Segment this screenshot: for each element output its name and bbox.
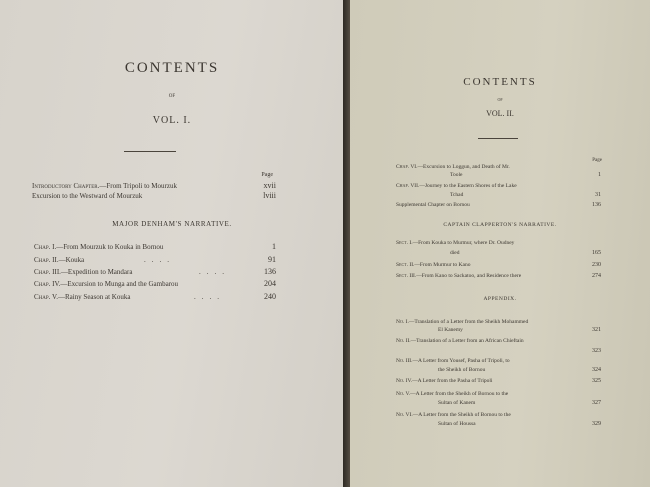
toc-entry-label: Chap. IV. [34, 280, 61, 288]
toc-entry [396, 358, 510, 364]
toc-entry-page: 136 [592, 202, 601, 208]
right-section-heading: CAPTAIN CLAPPERTON'S NARRATIVE. [443, 222, 557, 228]
toc-entry-label: Chap. I. [34, 243, 57, 251]
toc-entry [396, 338, 524, 344]
toc-entry-text: —A Letter from Yousef, Pasha of Tripoli, to [412, 358, 510, 364]
toc-entry-page: 136 [264, 267, 276, 276]
toc-entry-label: No. II. [396, 338, 411, 344]
toc-entry [396, 378, 492, 384]
toc-entry-text: —From Kano to Sackatoo, and Residence there [416, 273, 522, 279]
toc-entry-page: 1 [272, 242, 276, 251]
toc-entry-text: —From Murmur to Kano [414, 262, 471, 268]
toc-entry-text: —Translation of a Letter from the Sheikh Mohammed [408, 319, 529, 325]
toc-entry-text: Supplemental Chapter on Bornou [396, 202, 470, 208]
right-page-title: CONTENTS [463, 76, 537, 88]
left-volume-label: VOL. I. [152, 115, 192, 126]
toc-entry-page: 323 [592, 348, 601, 354]
left-section-heading: MAJOR DENHAM'S NARRATIVE. [112, 220, 232, 228]
toc-entry [396, 262, 470, 268]
toc-entry-text: —Excursion to Loggun, and Death of Mr. [417, 164, 510, 170]
toc-entry [396, 412, 511, 418]
right-divider [478, 138, 518, 139]
toc-entry-text: —Journey to the Eastern Shores of the Lake [419, 183, 517, 189]
left-page-title: CONTENTS [124, 60, 220, 76]
toc-entry-page: 204 [264, 279, 276, 288]
toc-entry [32, 182, 177, 190]
toc-entry [34, 280, 178, 288]
toc-entry: Chap. V.—Rainy Season at Kouka .... [34, 293, 225, 301]
toc-entry-label: No. III. [396, 358, 413, 364]
toc-entry-text: —Expedition to Mandara [60, 268, 133, 276]
toc-entry-page: 327 [592, 400, 601, 406]
toc-entry-continuation: died [450, 250, 460, 256]
toc-entry-page: 321 [592, 327, 601, 333]
toc-entry-text: —Translation of a Letter from an African Chieftain [410, 338, 524, 344]
toc-entry-continuation: Toole [450, 172, 463, 178]
toc-entry-page: 31 [595, 192, 601, 198]
toc-entry-text: —From Mourzuk to Kouka in Bornou [56, 243, 164, 251]
appendix-heading: APPENDIX. [483, 296, 517, 302]
toc-entry-page: 91 [268, 255, 276, 264]
toc-entry-label: Chap. VI. [396, 164, 418, 170]
toc-entry-continuation: the Sheikh of Bornou [438, 367, 486, 373]
toc-entry-label: Chap. III. [34, 268, 61, 276]
toc-entry-label: No. V. [396, 391, 411, 397]
toc-entry-label: No. IV. [396, 378, 413, 384]
toc-entry-page: 274 [592, 273, 601, 279]
toc-entry-page: 230 [592, 262, 601, 268]
right-of-label: OF [497, 97, 503, 102]
toc-entry: Chap. II.—Kouka .... [34, 256, 175, 264]
toc-entry-page: 325 [592, 378, 601, 384]
toc-entry-page: 240 [264, 292, 276, 301]
toc-entry-text: —Rainy Season at Kouka [57, 293, 131, 301]
toc-entry-text: —From Tripoli to Mourzuk [99, 182, 177, 190]
toc-entry-label: Chap. V. [34, 293, 58, 301]
toc-entry [396, 319, 528, 325]
left-divider [124, 151, 176, 152]
toc-entry-continuation: Sultan of Kanem [438, 400, 476, 406]
toc-entry-label: Sect. III. [396, 273, 417, 279]
toc-entry-label: Chap. II. [34, 256, 59, 264]
toc-entry-continuation: El Kanemy [438, 327, 463, 333]
toc-entry [396, 240, 514, 246]
toc-entry-page: 324 [592, 367, 601, 373]
right-page-column-label: Page [592, 158, 602, 163]
toc-entry-page: 165 [592, 250, 601, 256]
toc-entry-label: Chap. VII. [396, 183, 420, 189]
left-page-column-label: Page [261, 172, 273, 178]
toc-entry-text: Excursion to the Westward of Mourzuk [32, 192, 143, 200]
toc-entry [32, 192, 142, 200]
toc-entry-label: Sect. I. [396, 240, 413, 246]
toc-entry [396, 164, 510, 170]
toc-entry [396, 202, 470, 208]
toc-entry-label: No. I. [396, 319, 409, 325]
toc-entry-text: —Kouka [58, 256, 85, 264]
right-volume-label: VOL. II. [486, 109, 514, 118]
toc-entry [396, 183, 517, 189]
left-of-label: OF [168, 94, 176, 99]
toc-entry-continuation: Tchad [450, 192, 464, 198]
toc-entry-label: Introductory Chapter. [32, 182, 100, 190]
toc-entry-page: 1 [598, 172, 601, 178]
right-page [350, 0, 650, 487]
toc-entry-page: lviii [263, 191, 276, 200]
toc-entry [34, 243, 163, 251]
toc-entry-label: Sect. II. [396, 262, 415, 268]
toc-entry-label: No. VI. [396, 412, 413, 418]
toc-entry-text: —A Letter from the Sheikh of Bornou to the [410, 391, 509, 397]
toc-entry-text: —A Letter from the Sheikh of Bornou to the [412, 412, 511, 418]
toc-entry-continuation: Sultan of Houssa [438, 421, 476, 427]
toc-entry-page: xvii [263, 181, 276, 190]
toc-entry [396, 391, 508, 397]
toc-entry-text: —A Letter from the Pasha of Tripoli [412, 378, 493, 384]
toc-entry-text: —Excursion to Munga and the Gambarou [60, 280, 179, 288]
toc-entry-text: —From Kouka to Murmur, where Dr. Oudney [412, 240, 515, 246]
toc-entry [396, 273, 521, 279]
toc-entry: Chap. III.—Expedition to Mandara .... [34, 268, 230, 276]
toc-entry-page: 329 [592, 421, 601, 427]
